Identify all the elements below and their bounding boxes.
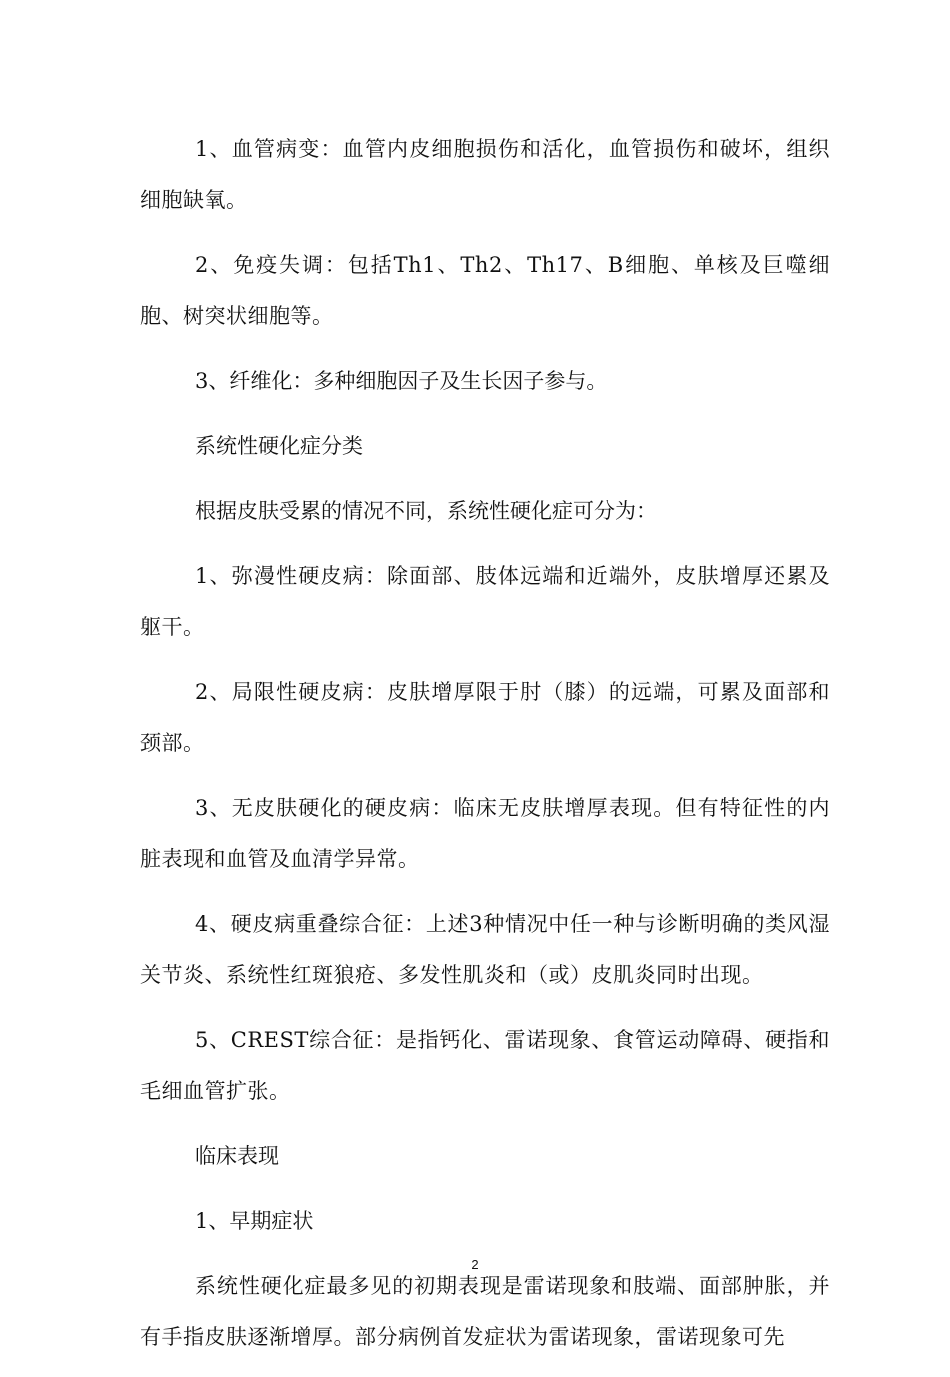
paragraph-sine-scleroderma: 3、无皮肤硬化的硬皮病：临床无皮肤增厚表现。但有特征性的内脏表现和血管及血清学异常。 — [140, 796, 830, 871]
paragraph-classification-intro: 根据皮肤受累的情况不同，系统性硬化症可分为： — [195, 499, 657, 523]
paragraph-immune-dysregulation: 2、免疫失调：包括Th1、Th2、Th17、B细胞、单核及巨噬细胞、树突状细胞等。 — [140, 253, 830, 328]
paragraph-diffuse-scleroderma: 1、弥漫性硬皮病：除面部、肢体远端和近端外，皮肤增厚还累及躯干。 — [140, 564, 830, 639]
paragraph-fibrosis: 3、纤维化：多种细胞因子及生长因子参与。 — [195, 369, 608, 393]
paragraph-vascular-lesion: 1、血管病变：血管内皮细胞损伤和活化，血管损伤和破坏，组织细胞缺氧。 — [140, 137, 830, 212]
section-heading-classification: 系统性硬化症分类 — [195, 434, 363, 458]
paragraph-overlap-syndrome: 4、硬皮病重叠综合征：上述3种情况中任一种与诊断明确的类风湿关节炎、系统性红斑狼疮、多发性肌炎和（或）皮肌炎同时出现。 — [140, 912, 830, 987]
document-body — [140, 124, 830, 1377]
subheading-early-symptoms: 1、早期症状 — [195, 1209, 314, 1233]
section-heading-clinical-manifestations: 临床表现 — [195, 1144, 279, 1168]
paragraph-limited-scleroderma: 2、局限性硬皮病：皮肤增厚限于肘（膝）的远端，可累及面部和颈部。 — [140, 680, 830, 755]
paragraph-early-symptoms: 系统性硬化症最多见的初期表现是雷诺现象和肢端、面部肿胀，并有手指皮肤逐渐增厚。部分病例首发症状为雷诺现象，雷诺现象可先 — [140, 1274, 830, 1349]
paragraph-crest-syndrome: 5、CREST综合征：是指钙化、雷诺现象、食管运动障碍、硬指和毛细血管扩张。 — [140, 1028, 830, 1103]
page-number: 2 — [471, 1257, 479, 1272]
